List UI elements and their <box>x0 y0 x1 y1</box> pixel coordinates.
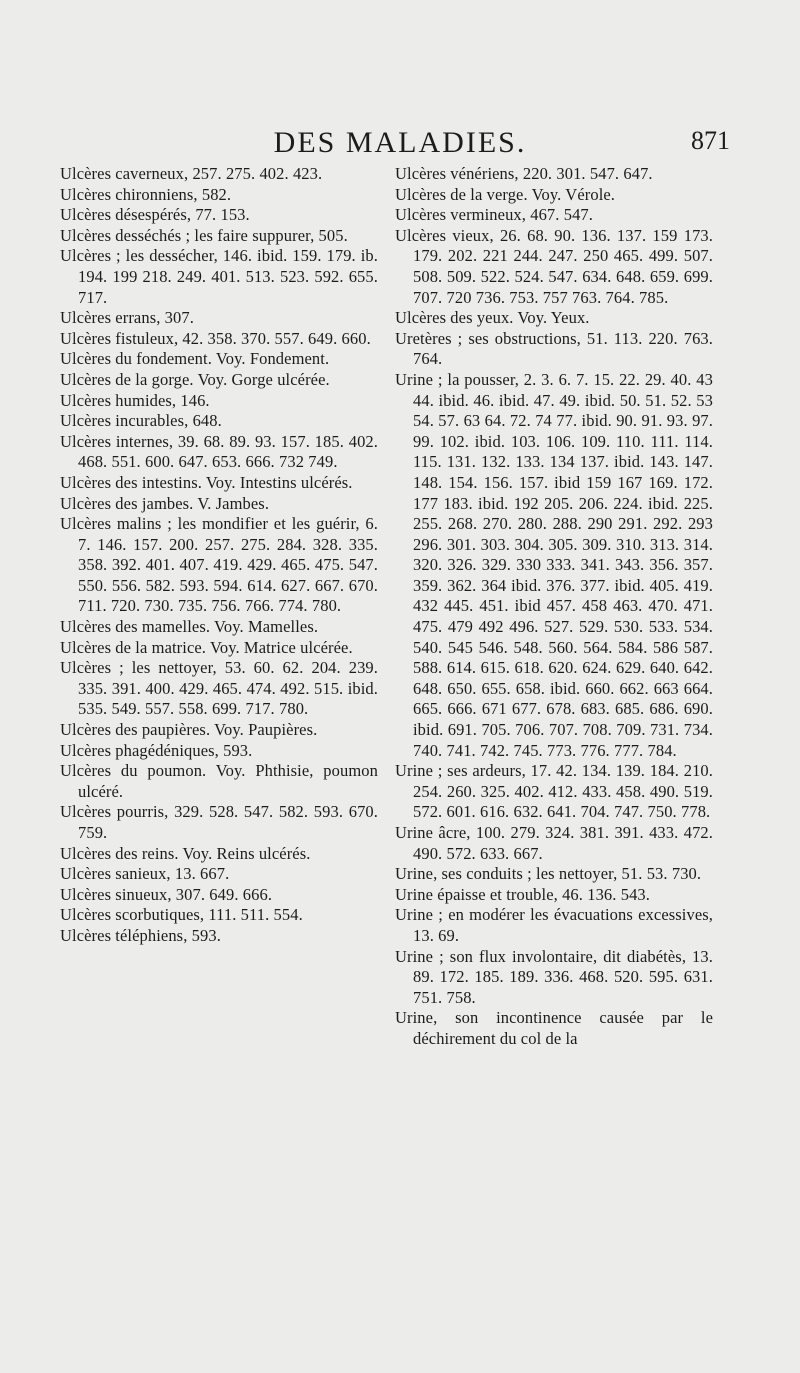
page-header <box>70 126 730 162</box>
index-entry: Urine ; son flux involontaire, dit diabétès, 13. 89. 172. 185. 189. 336. 468. 520. 595. 631. 751. 758. <box>395 946 713 1007</box>
index-entry: Ulcères vénériens, 220. 301. 547. 647. <box>395 164 653 183</box>
index-entry: Ulcères vermineux, 467. 547. <box>395 205 593 225</box>
index-entry: Ulcères ; les nettoyer, 53. 60. 62. 204. 239. 335. 391. 400. 429. 465. 474. 492. 515. ibid. 535. 549. 557. 558. 699. 717. 780. <box>60 658 378 719</box>
index-entry: Ulcères des reins. Voy. Reins ulcérés. <box>60 843 311 863</box>
index-entry: Ulcères internes, 39. 68. 89. 93. 157. 185. 402. 468. 551. 600. 647. 653. 666. 732 749. <box>60 431 378 472</box>
index-entry: Ulcères des yeux. Voy. Yeux. <box>395 308 590 328</box>
index-entry: Ulcères phagédéniques, 593. <box>60 740 253 760</box>
index-entry: Ulcères malins ; les mondifier et les guérir, 6. 7. 146. 157. 200. 257. 275. 284. 328. 335. 358. 392. 401. 407. 419. 429. 465. 475. 547. 550. 556. 582. 593. 594. 614. 627. 667. 670. 711. 720. 730. 735. 756. 766. 774. 780. <box>60 514 378 616</box>
index-entry: Ulcères des intestins. Voy. Intestins ulcérés. <box>60 472 353 492</box>
index-entry: Ulcères des mamelles. Voy. Mamelles. <box>60 617 319 637</box>
index-entry: Ulcères désespérés, 77. 153. <box>60 205 250 225</box>
index-entry: Ulcères humides, 146. <box>60 390 210 410</box>
index-entry: Ulcères chironniens, 582. <box>60 184 232 204</box>
index-entry: Urine âcre, 100. 279. 324. 381. 391. 433. 472. 490. 572. 633. 667. <box>395 823 713 863</box>
index-entry: Ulcères des jambes. V. Jambes. <box>60 493 270 513</box>
index-entry: Ulcères téléphiens, 593. <box>60 925 221 945</box>
index-entry: Urine ; en modérer les évacuations excessives, 13. 69. <box>395 905 713 945</box>
index-column-left <box>60 164 378 947</box>
index-entry: Ulcères sinueux, 307. 649. 666. <box>60 884 273 904</box>
index-entry: Urine, son incontinence causée par le déchirement du col de la <box>395 1008 713 1048</box>
index-entry: Ulcères ; les dessécher, 146. ibid. 159. 179. ib. 194. 199 218. 249. 401. 513. 523. 592. 655. 717. <box>60 246 378 307</box>
index-entry: Ulcères scorbutiques, 111. 511. 554. <box>60 905 303 925</box>
index-entry: Urine épaisse et trouble, 46. 136. 543. <box>395 884 651 904</box>
index-entry: Urine, ses conduits ; les nettoyer, 51. 53. 730. <box>395 864 702 884</box>
index-entry: Ulcères caverneux, 257. 275. 402. 423. <box>60 164 323 183</box>
index-entry: Ulcères fistuleux, 42. 358. 370. 557. 649. 660. <box>60 328 371 348</box>
index-entry: Ulcères errans, 307. <box>60 308 194 328</box>
index-entry: Urine ; ses ardeurs, 17. 42. 134. 139. 184. 210. 254. 260. 325. 402. 412. 433. 458. 490. 519. 572. 601. 616. 632. 641. 704. 747. 750. 778. <box>395 761 713 822</box>
page-number: 871 <box>691 126 730 155</box>
index-entry: Ulcères du fondement. Voy. Fondement. <box>60 349 330 369</box>
index-entry: Ulcères incurables, 648. <box>60 411 222 431</box>
index-column-right <box>395 164 713 1050</box>
index-entry: Ulcères de la verge. Voy. Vérole. <box>395 184 616 204</box>
index-entry: Ulcères des paupières. Voy. Paupières. <box>60 720 318 740</box>
index-entry: Ulcères desséchés ; les faire suppurer, 505. <box>60 225 348 245</box>
index-entry: Ulcères de la matrice. Voy. Matrice ulcérée. <box>60 637 353 657</box>
index-entry: Urine ; la pousser, 2. 3. 6. 7. 15. 22. 29. 40. 43 44. ibid. 46. ibid. 47. 49. ibid. 50. 51. 52. 53 54. 57. 63 64. 72. 74 77. ibid. 90. 91. 93. 97. 99. 102. ibid. 103. 106. 109. 110. 111. 114. 115. 131. 132. 133. 134 137. ibid. 143. 147. 148. 154. 156. 157. ibid 159 167 169. 172. 177 183. ibid. 192 205. 206. 224. ibid. 225. 255. 268. 270. 280. 288. 290 291. 292. 293 296. 301. 303. 304. 305. 309. 310. 313. 314. 320. 326. 329. 330 333. 341. 343. 356. 357. 359. 362. 364 ibid. 376. 377. ibid. 405. 419. 432 445. 451. ibid 457. 458 463. 470. 471. 475. 479 492 496. 527. 529. 530. 533. 534. 540. 545 546. 548. 560. 564. 584. 586 587. 588. 614. 615. 618. 620. 624. 629. 640. 642. 648. 650. 655. 658. ibid. 660. 662. 663 664. 665. 666. 671 677. 678. 683. 685. 686. 690. ibid. 691. 705. 706. 707. 708. 709. 731. 734. 740. 741. 742. 745. 773. 776. 777. 784. <box>395 369 713 760</box>
index-entry: Ulcères de la gorge. Voy. Gorge ulcérée. <box>60 369 330 389</box>
index-entry: Ulcères sanieux, 13. 667. <box>60 864 230 884</box>
index-entry: Ulcères vieux, 26. 68. 90. 136. 137. 159 173. 179. 202. 221 244. 247. 250 465. 499. 507. 508. 509. 522. 524. 547. 634. 648. 659. 699. 707. 720 736. 753. 757 763. 764. 785. <box>395 225 713 307</box>
index-entry: Uretères ; ses obstructions, 51. 113. 220. 763. 764. <box>395 328 713 369</box>
index-entry: Ulcères du poumon. Voy. Phthisie, poumon ulcéré. <box>60 761 378 801</box>
index-entry: Ulcères pourris, 329. 528. 547. 582. 593. 670. 759. <box>60 802 378 842</box>
running-head: DES MALADIES. <box>273 126 527 159</box>
